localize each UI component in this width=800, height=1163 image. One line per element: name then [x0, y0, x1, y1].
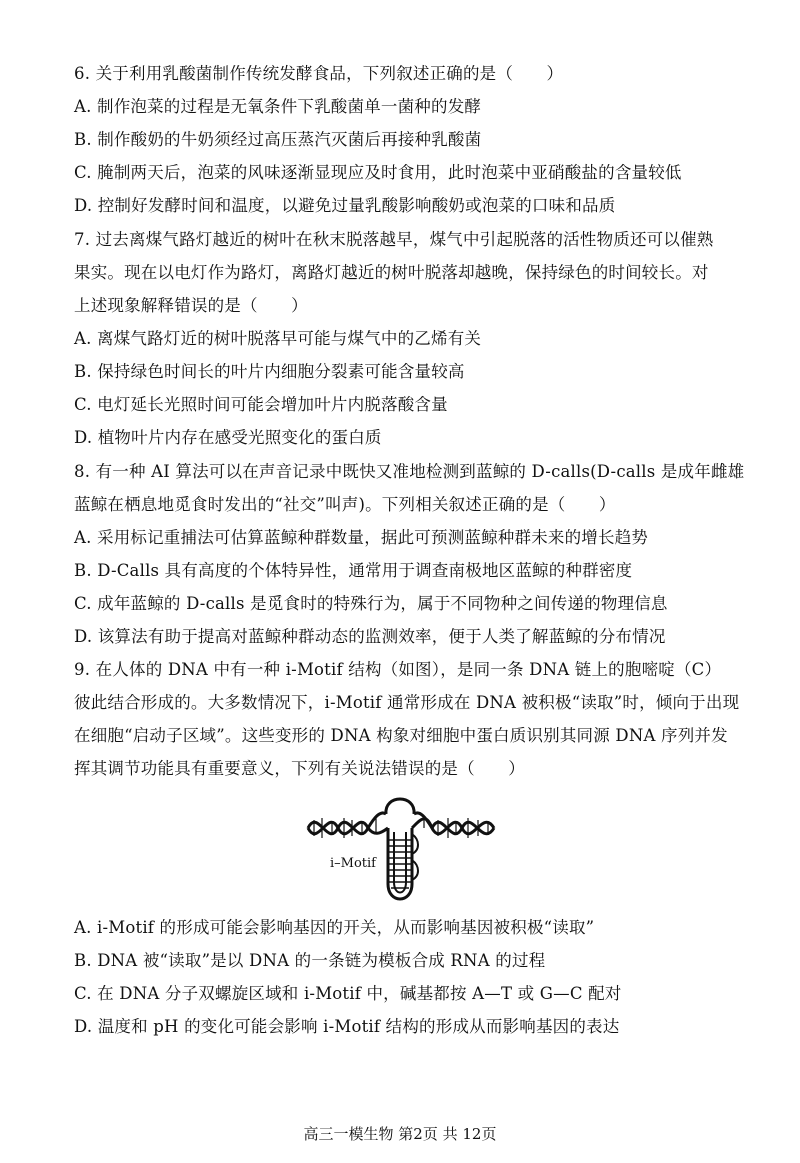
q8-stem-line1: 8. 有一种 AI 算法可以在声音记录中既快又准地检测到蓝鲸的 D-calls(D-calls 是成年雌雄 — [74, 462, 745, 481]
q9-stem-line4: 挥其调节功能具有重要意义，下列有关说法错误的是（ ） — [74, 759, 525, 778]
q6-option-a: A. 制作泡菜的过程是无氧条件下乳酸菌单一菌种的发酵 — [74, 97, 482, 116]
q7-option-c: C. 电灯延长光照时间可能会增加叶片内脱落酸含量 — [74, 395, 448, 414]
q7-option-b: B. 保持绿色时间长的叶片内细胞分裂素可能含量较高 — [74, 362, 465, 381]
q8-option-a: A. 采用标记重捕法可估算蓝鲸种群数量，据此可预测蓝鲸种群未来的增长趋势 — [74, 528, 649, 547]
q6-option-c: C. 腌制两天后，泡菜的风味逐渐显现应及时食用，此时泡菜中亚硝酸盐的含量较低 — [74, 163, 682, 182]
q6-option-d: D. 控制好发酵时间和温度，以避免过量乳酸影响酸奶或泡菜的口味和品质 — [74, 196, 616, 215]
q8-option-d: D. 该算法有助于提高对蓝鲸种群动态的监测效率，便于人类了解蓝鲸的分布情况 — [74, 627, 666, 646]
q9-option-b: B. DNA 被“读取”是以 DNA 的一条链为模板合成 RNA 的过程 — [74, 951, 546, 970]
q9-stem-line1: 9. 在人体的 DNA 中有一种 i-Motif 结构（如图），是同一条 DNA 链上的胞嘧啶（C） — [74, 660, 722, 679]
q9-stem-line3: 在细胞“启动子区域”。这些变形的 DNA 构象对细胞中蛋白质识别其同源 DNA 序列并发 — [74, 726, 728, 745]
q9-option-d: D. 温度和 pH 的变化可能会影响 i-Motif 结构的形成从而影响基因的表达 — [74, 1017, 620, 1036]
q8-option-c: C. 成年蓝鲸的 D-calls 是觅食时的特殊行为，属于不同物种之间传递的物理信息 — [74, 594, 668, 613]
page-footer: 高三一模生物 第2页 共 12页 — [303, 1125, 497, 1143]
q9-stem-line2: 彼此结合形成的。大多数情况下，i-Motif 通常形成在 DNA 被积极“读取”时，倾向于出现 — [74, 693, 740, 712]
q8-stem-line2: 蓝鲸在栖息地觅食时发出的“社交”叫声)。下列相关叙述正确的是（ ） — [74, 495, 616, 514]
q7-stem-line1: 7. 过去离煤气路灯越近的树叶在秋末脱落越早，煤气中引起脱落的活性物质还可以催熟 — [74, 230, 714, 249]
i-motif-diagram — [300, 788, 500, 906]
i-motif-label: i–Motif — [330, 856, 376, 871]
q9-option-a: A. i-Motif 的形成可能会影响基因的开关，从而影响基因被积极“读取” — [74, 918, 595, 937]
q9-option-c: C. 在 DNA 分子双螺旋区域和 i-Motif 中，碱基都按 A—T 或 G—C 配对 — [74, 984, 622, 1003]
q7-option-a: A. 离煤气路灯近的树叶脱落早可能与煤气中的乙烯有关 — [74, 329, 482, 348]
q6-stem: 6. 关于利用乳酸菌制作传统发酵食品，下列叙述正确的是（ ） — [74, 64, 564, 83]
q7-stem-line2: 果实。现在以电灯作为路灯，离路灯越近的树叶脱落却越晚，保持绿色的时间较长。对 — [74, 263, 709, 282]
q7-stem-line3: 上述现象解释错误的是（ ） — [74, 296, 308, 315]
q6-option-b: B. 制作酸奶的牛奶须经过高压蒸汽灭菌后再接种乳酸菌 — [74, 130, 482, 149]
q8-option-b: B. D-Calls 具有高度的个体特异性，通常用于调查南极地区蓝鲸的种群密度 — [74, 561, 633, 580]
q7-option-d: D. 植物叶片内存在感受光照变化的蛋白质 — [74, 428, 382, 447]
